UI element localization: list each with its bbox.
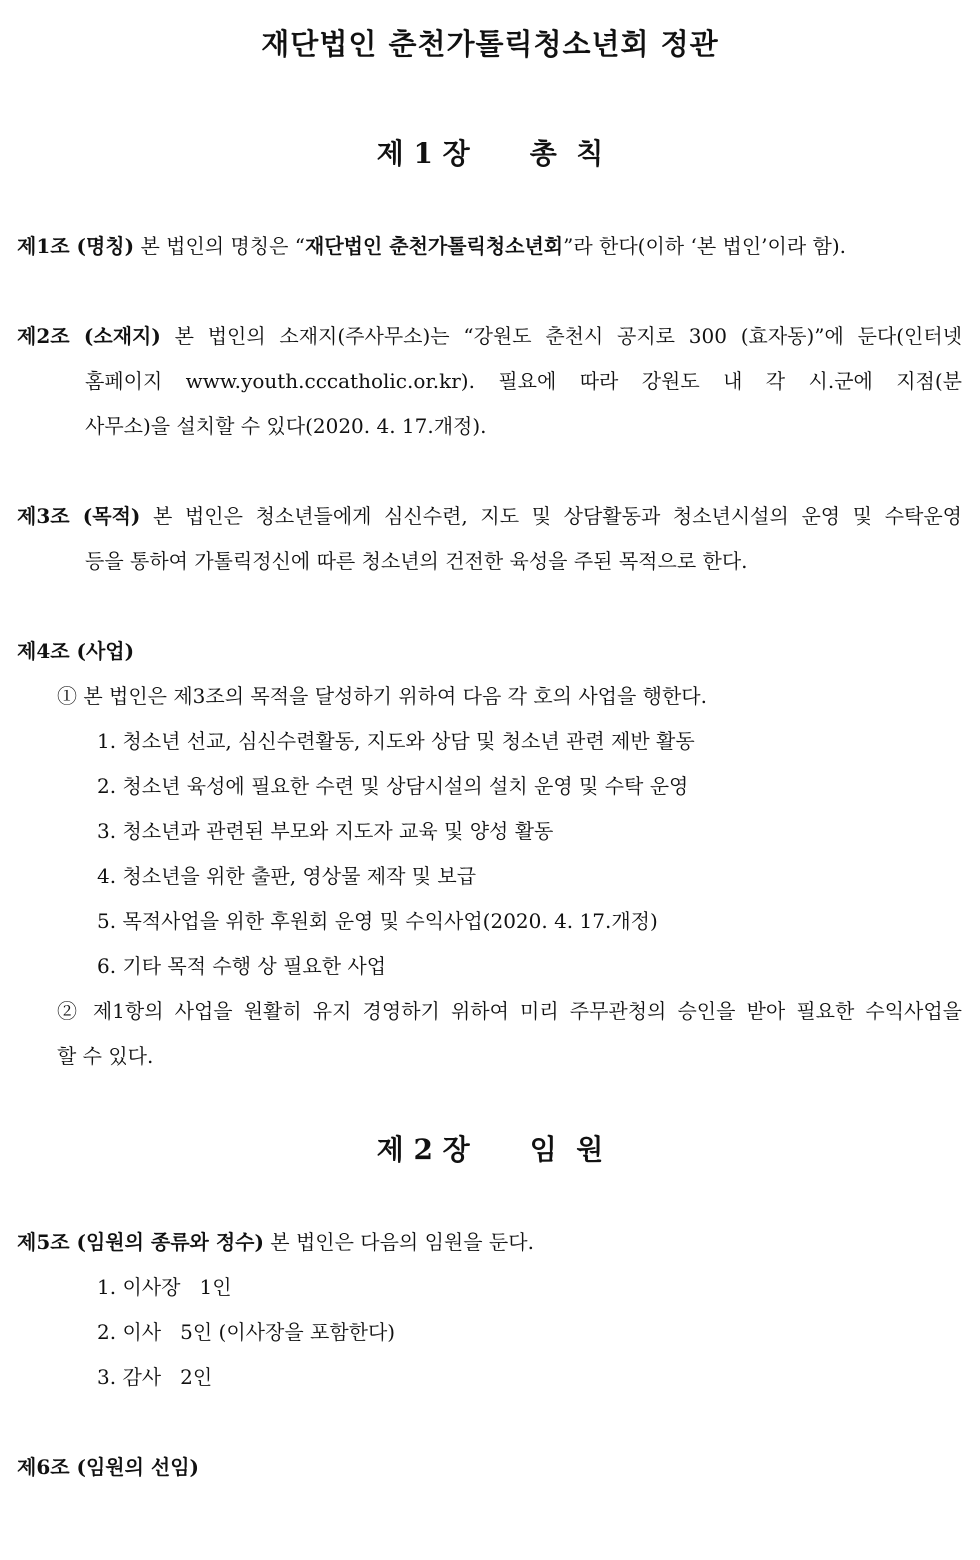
article-1 (17, 224, 962, 269)
article-3 (17, 494, 962, 584)
chapter-1-heading (0, 132, 980, 172)
article-4-item-list (97, 719, 695, 989)
article-1-text-a: 본 법인의 명칭은 “ (134, 234, 305, 258)
article-4-heading: 제4조 (사업) (17, 639, 135, 663)
article-6 (17, 1445, 962, 1490)
article-3-line-2: 등을 통하여 가톨릭정신에 따른 청소년의 건전한 육성을 주된 목적으로 한다. (85, 549, 748, 573)
article-5-heading: 제5조 (임원의 종류와 정수) (17, 1230, 264, 1254)
chapter-2-number: 제 2 장 (376, 1133, 470, 1166)
article-5-item-list (97, 1265, 395, 1400)
article-1-line (17, 224, 962, 269)
chapter-2-heading (0, 1128, 980, 1168)
article-6-heading: 제6조 (임원의 선임) (17, 1455, 200, 1479)
list-item: 2. 청소년 육성에 필요한 수련 및 상담시설의 설치 운영 및 수탁 운영 (97, 774, 689, 798)
article-1-heading: 제1조 (명칭) (17, 234, 135, 258)
article-2-line-1 (17, 314, 962, 359)
article-2-text-1: 본 법인의 소재지(주사무소)는 “강원도 춘천시 공지로 300 (효자동)”에 둔다(인터넷 (160, 324, 963, 348)
article-2 (17, 314, 962, 449)
article-4-paragraph-2-line-2: 할 수 있다. (57, 1044, 154, 1068)
chapter-1-name: 총 칙 (529, 137, 604, 170)
article-4-paragraph-1: ① 본 법인은 제3조의 목적을 달성하기 위하여 다음 각 호의 사업을 행한다. (57, 684, 707, 708)
article-5-text: 본 법인은 다음의 임원을 둔다. (263, 1230, 534, 1254)
article-2-line-2: 홈페이지 www.youth.cccatholic.or.kr). 필요에 따라 강원도 내 각 시.군에 지점(분 (85, 369, 962, 393)
list-item: 3. 감사 2인 (97, 1365, 213, 1389)
chapter-2-name: 임 원 (529, 1133, 604, 1166)
article-4-heading-line (17, 629, 962, 674)
article-4-paragraph-2-line-1: ② 제1항의 사업을 원활히 유지 경영하기 위하여 미리 주무관청의 승인을 받아 필요한 수익사업을 (57, 999, 962, 1023)
list-item: 1. 청소년 선교, 심신수련활동, 지도와 상담 및 청소년 관련 제반 활동 (97, 729, 695, 753)
article-3-text-1: 본 법인은 청소년들에게 심신수련, 지도 및 상담활동과 청소년시설의 운영 및 수탁운영 (140, 504, 962, 528)
article-2-line-3: 사무소)을 설치할 수 있다(2020. 4. 17.개정). (85, 414, 487, 438)
article-4-paragraph-2 (57, 989, 962, 1079)
list-item: 6. 기타 목적 수행 상 필요한 사업 (97, 954, 387, 978)
article-1-text-b: ”라 한다(이하 ‘본 법인’이라 함). (563, 234, 846, 258)
article-2-heading: 제2조 (소재지) (17, 324, 161, 348)
list-item: 5. 목적사업을 위한 후원회 운영 및 수익사업(2020. 4. 17.개정) (97, 909, 658, 933)
article-1-foundation-name: 재단법인 춘천가톨릭청소년회 (305, 234, 564, 258)
article-5 (17, 1220, 962, 1265)
article-3-heading: 제3조 (목적) (17, 504, 141, 528)
list-item: 2. 이사 5인 (이사장을 포함한다) (97, 1320, 396, 1344)
document-title: 재단법인 춘천가톨릭청소년회 정관 (261, 27, 719, 61)
article-5-line (17, 1220, 962, 1265)
chapter-1-number: 제 1 장 (376, 137, 470, 170)
list-item: 1. 이사장 1인 (97, 1275, 232, 1299)
list-item: 4. 청소년을 위한 출판, 영상물 제작 및 보급 (97, 864, 477, 888)
list-item: 3. 청소년과 관련된 부모와 지도자 교육 및 양성 활동 (97, 819, 554, 843)
article-3-line-1 (17, 494, 962, 539)
